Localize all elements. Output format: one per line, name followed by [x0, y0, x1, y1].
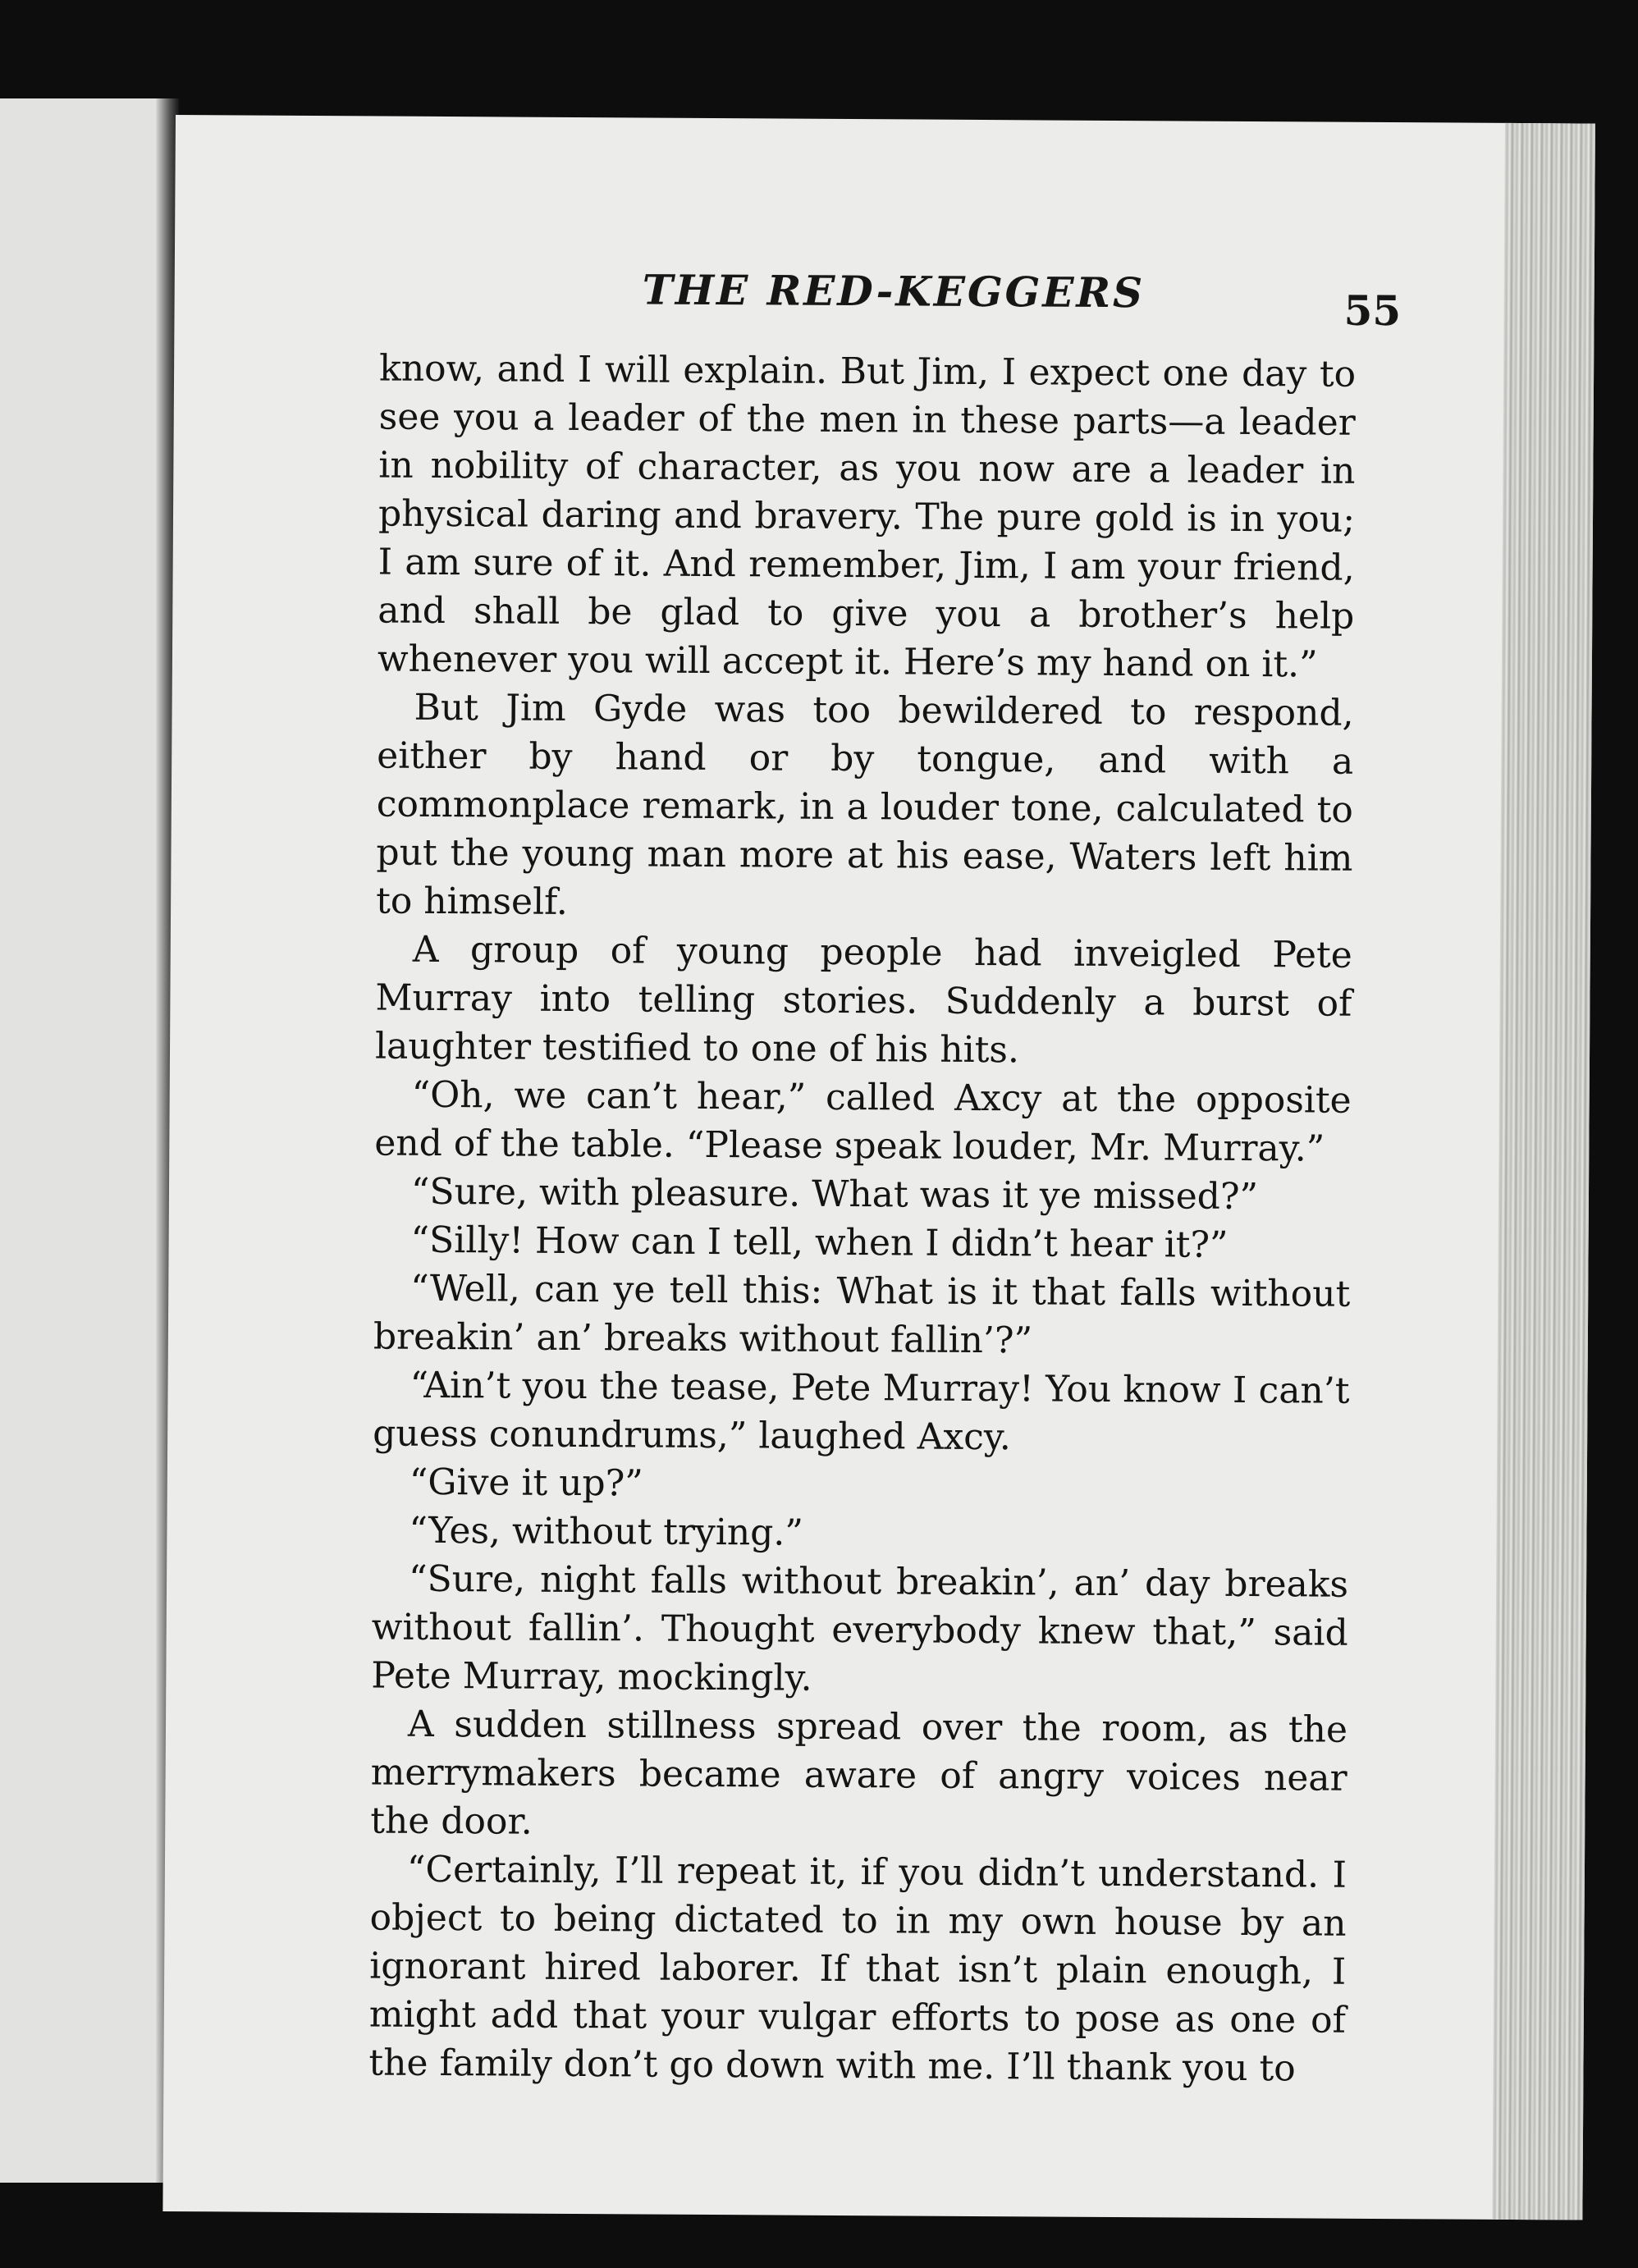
- book-page: [162, 115, 1595, 2220]
- facing-page-edge: [0, 98, 168, 2183]
- paragraph: “Sure, with pleasure. What was it ye missed?”: [410, 1170, 1259, 1219]
- paragraph: know, and I will explain. But Jim, I expect one day to see you a leader of the men in these parts—a leader in nobility of character, as you now are a leader in physical daring and bravery. The pure gold is in you; I am sure of it. And remember, Jim, I am your friend, and shall be glad to give you a brother’s help whenever you will accept it. Here’s my hand on it.”: [377, 347, 1357, 686]
- paragraph: “Certainly, I’ll repeat it, if you didn’t understand. I object to being dictated to in my own house by an ignorant hired laborer. If that isn’t plain enough, I might add that your vulgar efforts to pose as one of the family don’t go down with me. I’ll thank you to: [368, 1848, 1347, 2090]
- page-number: 55: [1343, 286, 1402, 336]
- paragraph: “Ain’t you the tease, Pete Murray! You know I can’t guess conundrums,” laughed Axcy.: [373, 1364, 1350, 1459]
- paragraph: “Oh, we can’t hear,” called Axcy at the opposite end of the table. “Please speak louder, Mr. Murray.”: [374, 1073, 1352, 1170]
- paragraph: “Well, can ye tell this: What is it that falls without breakin’ an’ breaks without fallin’?”: [373, 1267, 1351, 1362]
- paragraph: A sudden stillness spread over the room, as the merrymakers became aware of angry voices near the door.: [370, 1703, 1348, 1843]
- paragraph: “Yes, without trying.”: [409, 1509, 804, 1554]
- paragraph: A group of young people had inveigled Pete Murray into telling stories. Suddenly a burst of laughter testified to one of his hits.: [374, 928, 1352, 1072]
- paragraph: “Silly! How can I tell, when I didn’t hear it?”: [410, 1219, 1228, 1266]
- paragraph: “Sure, night falls without breakin’, an’ day breaks without fallin’. Thought everybody knew that,” said Pete Murray, mockingly.: [371, 1557, 1349, 1699]
- running-title: THE RED-KEGGERS: [642, 265, 1146, 318]
- paragraph: “Give it up?”: [409, 1461, 643, 1505]
- body-text: [368, 345, 1356, 2093]
- page-block-edge: [1492, 123, 1595, 2220]
- paragraph: But Jim Gyde was too bewildered to respond, either by hand or by tongue, and with a commonplace remark, in a louder tone, calculated to put the young man more at his ease, Waters left him to himself.: [375, 686, 1354, 923]
